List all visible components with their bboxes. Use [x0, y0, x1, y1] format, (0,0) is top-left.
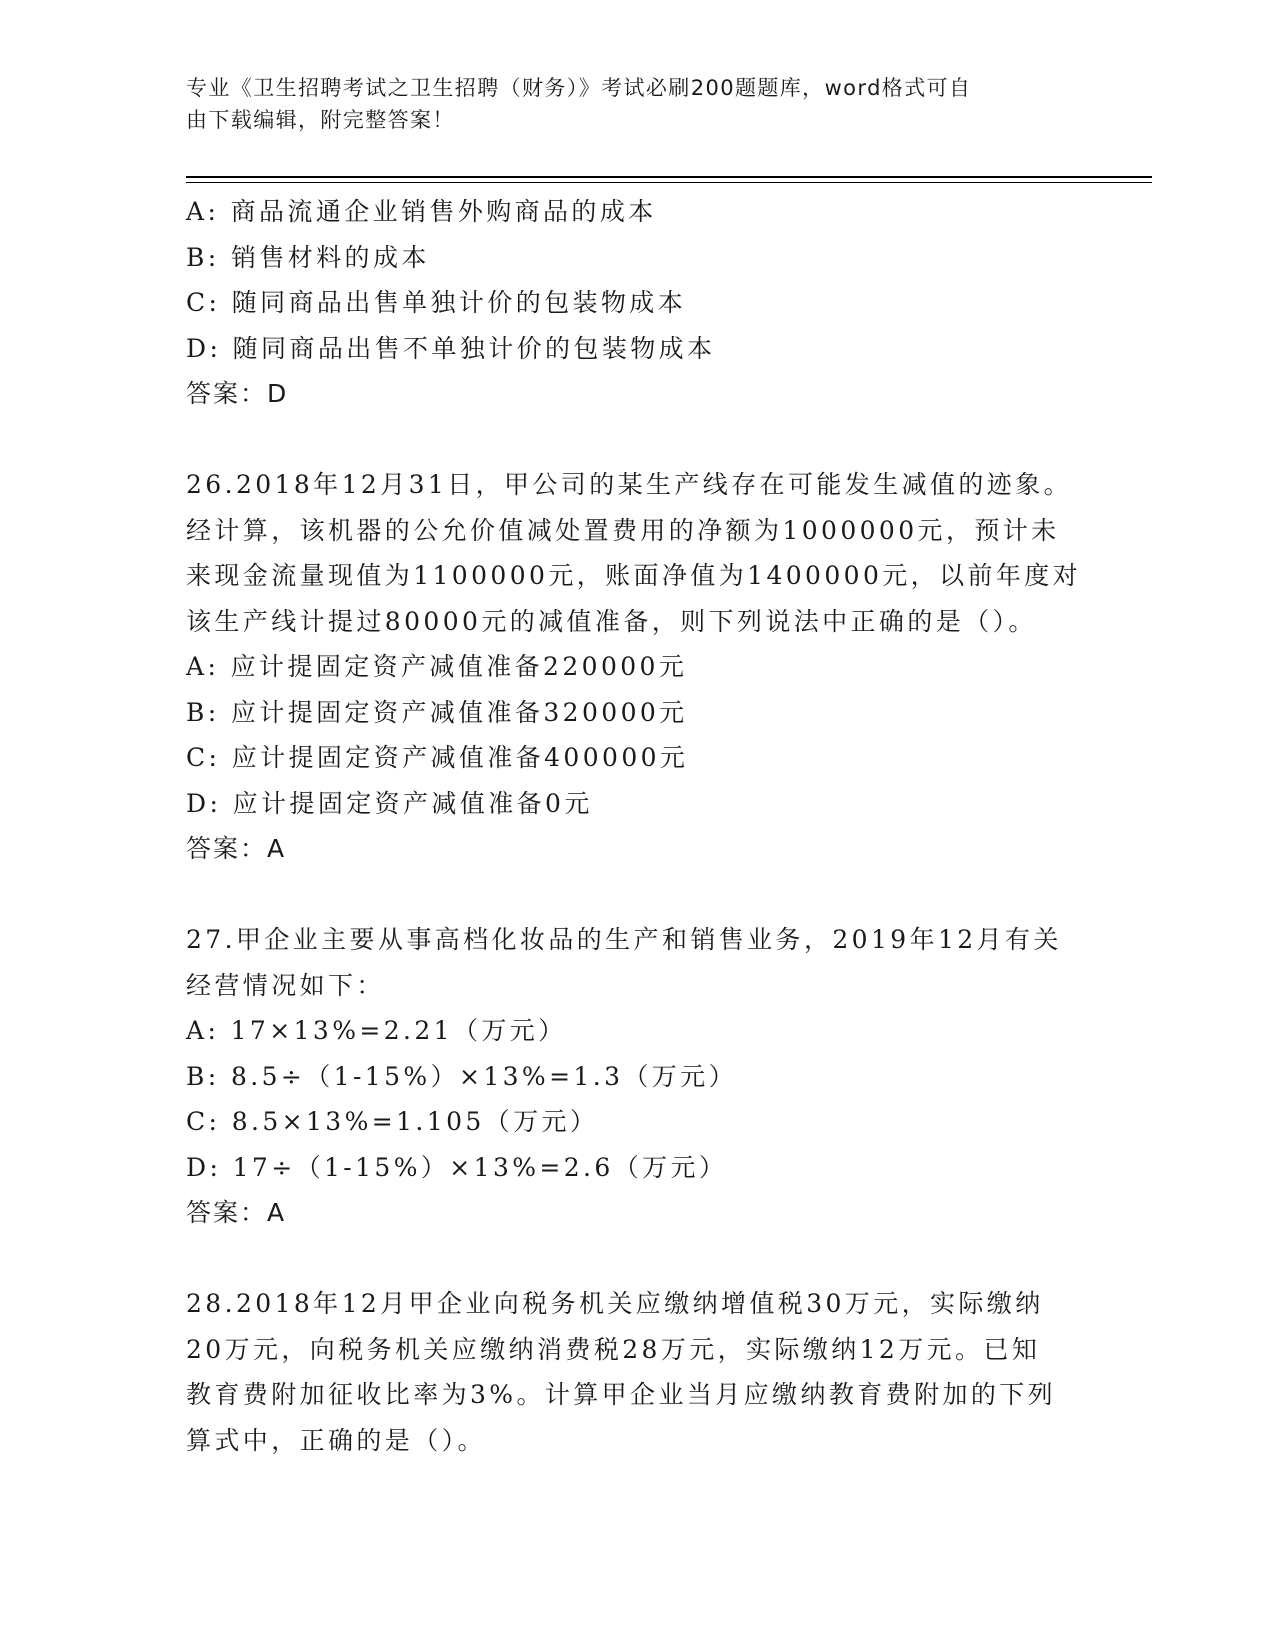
question-stem-line: 经计算，该机器的公允价值减处置费用的净额为1000000元，预计未: [186, 515, 1060, 545]
question-stem-line: 27.甲企业主要从事高档化妆品的生产和销售业务，2019年12月有关: [186, 925, 1062, 954]
document-body: [186, 189, 1082, 1463]
option-c: C: 应计提固定资产减值准备400000元: [186, 743, 689, 772]
question-stem-line: 28.2018年12月甲企业向税务机关应缴纳增值税30万元，实际缴纳: [186, 1289, 1044, 1318]
option-c: C: 8.5×13%=1.105（万元）: [186, 1107, 599, 1136]
answer-line: 答案：D: [186, 379, 289, 408]
option-a: A: 应计提固定资产减值准备220000元: [186, 652, 688, 681]
header-rule-thick: [186, 176, 1152, 178]
answer-line: 答案：A: [186, 834, 287, 863]
option-d: D: 随同商品出售不单独计价的包装物成本: [186, 333, 716, 363]
question-28-block: [186, 1281, 1066, 1463]
option-b: B: 8.5÷（1-15%）×13%=1.3（万元）: [186, 1061, 737, 1091]
spacer: [186, 1236, 1066, 1282]
answer-line: 答案：A: [186, 1198, 287, 1227]
option-b: B: 销售材料的成本: [186, 242, 430, 272]
option-a: A: 商品流通企业销售外购商品的成本: [186, 197, 657, 226]
question-stem-line: 来现金流量现值为1100000元，账面净值为1400000元，以前年度对: [186, 561, 1082, 590]
option-a: A: 17×13%=2.21（万元）: [186, 1016, 567, 1045]
question-stem-line: 教育费附加征收比率为3%。计算甲企业当月应缴纳教育费附加的下列: [186, 1380, 1057, 1409]
header-line: 由下载编辑，附完整答案！: [186, 108, 455, 132]
spacer: [186, 872, 1066, 918]
question-27-block: [186, 917, 1066, 1236]
question-stem-line: 经营情况如下：: [186, 970, 385, 1000]
option-b: B: 应计提固定资产减值准备320000元: [186, 697, 688, 727]
question-stem-line: 该生产线计提过80000元的减值准备，则下列说法中正确的是（）。: [186, 606, 1037, 636]
header-line: 专业《卫生招聘考试之卫生招聘（财务）》考试必刷200题题库，word格式可自: [186, 76, 972, 100]
question-26-block: [186, 462, 1082, 872]
spacer: [186, 417, 1066, 463]
question-stem-line: 20万元，向税务机关应缴纳消费税28万元，实际缴纳12万元。已知: [186, 1334, 1041, 1364]
option-d: D: 17÷（1-15%）×13%=2.6（万元）: [186, 1152, 728, 1182]
question-stem-line: 算式中，正确的是（）。: [186, 1425, 486, 1455]
question-25-block: [186, 189, 1066, 417]
header-rule-thin: [186, 182, 1152, 183]
option-c: C: 随同商品出售单独计价的包装物成本: [186, 288, 687, 317]
document-header: [186, 72, 1066, 136]
option-d: D: 应计提固定资产减值准备0元: [186, 788, 593, 818]
question-stem-line: 26.2018年12月31日，甲公司的某生产线存在可能发生减值的迹象。: [186, 470, 1073, 499]
